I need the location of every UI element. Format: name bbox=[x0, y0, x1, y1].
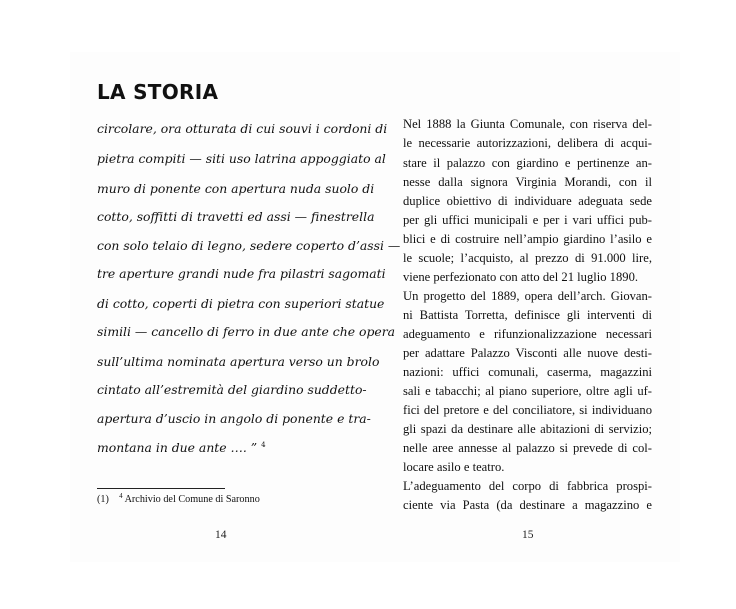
text-line: muro di ponente con apertura nuda suolo di bbox=[97, 181, 375, 196]
text-line: cotto, soffitti di travetti ed assi — finestrella bbox=[97, 209, 375, 224]
text-line: locare asilo e teatro. bbox=[403, 460, 505, 474]
footnote-reference: 4 bbox=[261, 441, 266, 449]
text-line: per adattare Palazzo Visconti alle nuove desti- bbox=[403, 346, 652, 360]
text-line: duplice obiettivo di individuare adeguata sede bbox=[403, 194, 652, 208]
text-line: Un progetto del 1889, opera dell’arch. Giovan- bbox=[403, 289, 652, 303]
text-line: cintato all’estremità del giardino suddetto- bbox=[97, 382, 367, 397]
text-line: tre aperture grandi nude fra pilastri sagomati bbox=[97, 266, 386, 281]
text-line: adeguamento e rifunzionalizzazione necessari bbox=[403, 327, 652, 341]
text-line: simili — cancello di ferro in due ante che opera bbox=[97, 324, 396, 339]
text-line: le scuole; l’acquisto, al prezzo di 91.000 lire, bbox=[403, 251, 652, 265]
page-number-left: 14 bbox=[215, 529, 227, 541]
text-line: pietra compiti — siti uso latrina appoggiato al bbox=[97, 151, 386, 166]
text-line: le necessarie autorizzazioni, delibera di acqui- bbox=[403, 136, 652, 150]
text-line: nelle aree annesse al palazzo si prevede di col- bbox=[403, 441, 652, 455]
text-line: montana in due ante …. ” bbox=[97, 440, 258, 455]
footnote-marker: (1) bbox=[97, 494, 109, 505]
text-line: fici del pretore e del conciliatore, si individuano bbox=[403, 403, 652, 417]
footnote-number: 4 bbox=[119, 492, 123, 500]
footnote-rule bbox=[97, 488, 225, 489]
text-line: sull’ultima nominata apertura verso un brolo bbox=[97, 354, 380, 369]
section-heading: LA STORIA bbox=[97, 80, 219, 104]
text-line: nesse dalla signora Virginia Morandi, con il bbox=[403, 175, 652, 189]
text-line: circolare, ora otturata di cui souvi i cordoni di bbox=[97, 121, 388, 136]
text-line: nazioni: uffici comunali, caserma, magazzini bbox=[403, 365, 652, 379]
text-line: stare il palazzo con giardino e pertinenze an- bbox=[403, 156, 652, 170]
footnote bbox=[97, 492, 260, 505]
text-line: con solo telaio di legno, sedere coperto d’assi — bbox=[97, 238, 401, 253]
text-line: gli spazi da destinare alle abitazioni di servizio; bbox=[403, 422, 652, 436]
text-line: ni Battista Torretta, definisce gli interventi di bbox=[403, 308, 652, 322]
text-line: Nel 1888 la Giunta Comunale, con riserva del- bbox=[403, 117, 652, 131]
text-line: ciente via Pasta (da destinare a magazzino e bbox=[403, 498, 652, 512]
text-line-last bbox=[97, 440, 349, 455]
text-line: viene perfezionato con atto del 21 luglio 1890. bbox=[403, 270, 639, 284]
text-line: sali e tabacchi; al piano superiore, oltre agli uf- bbox=[403, 384, 652, 398]
text-line: di cotto, coperti di pietra con superiori statue bbox=[97, 296, 385, 311]
text-line: blici e di costruire nell’ampio giardino l’asilo e bbox=[403, 232, 652, 246]
text-line: per gli uffici municipali e per i vari uffici pub- bbox=[403, 213, 652, 227]
text-line: L’adeguamento del corpo di fabbrica prospi- bbox=[403, 479, 652, 493]
footnote-text: Archivio del Comune di Saronno bbox=[124, 494, 260, 505]
page-number-right: 15 bbox=[522, 529, 534, 541]
text-line: apertura d’uscio in angolo di ponente e tra- bbox=[97, 411, 371, 426]
